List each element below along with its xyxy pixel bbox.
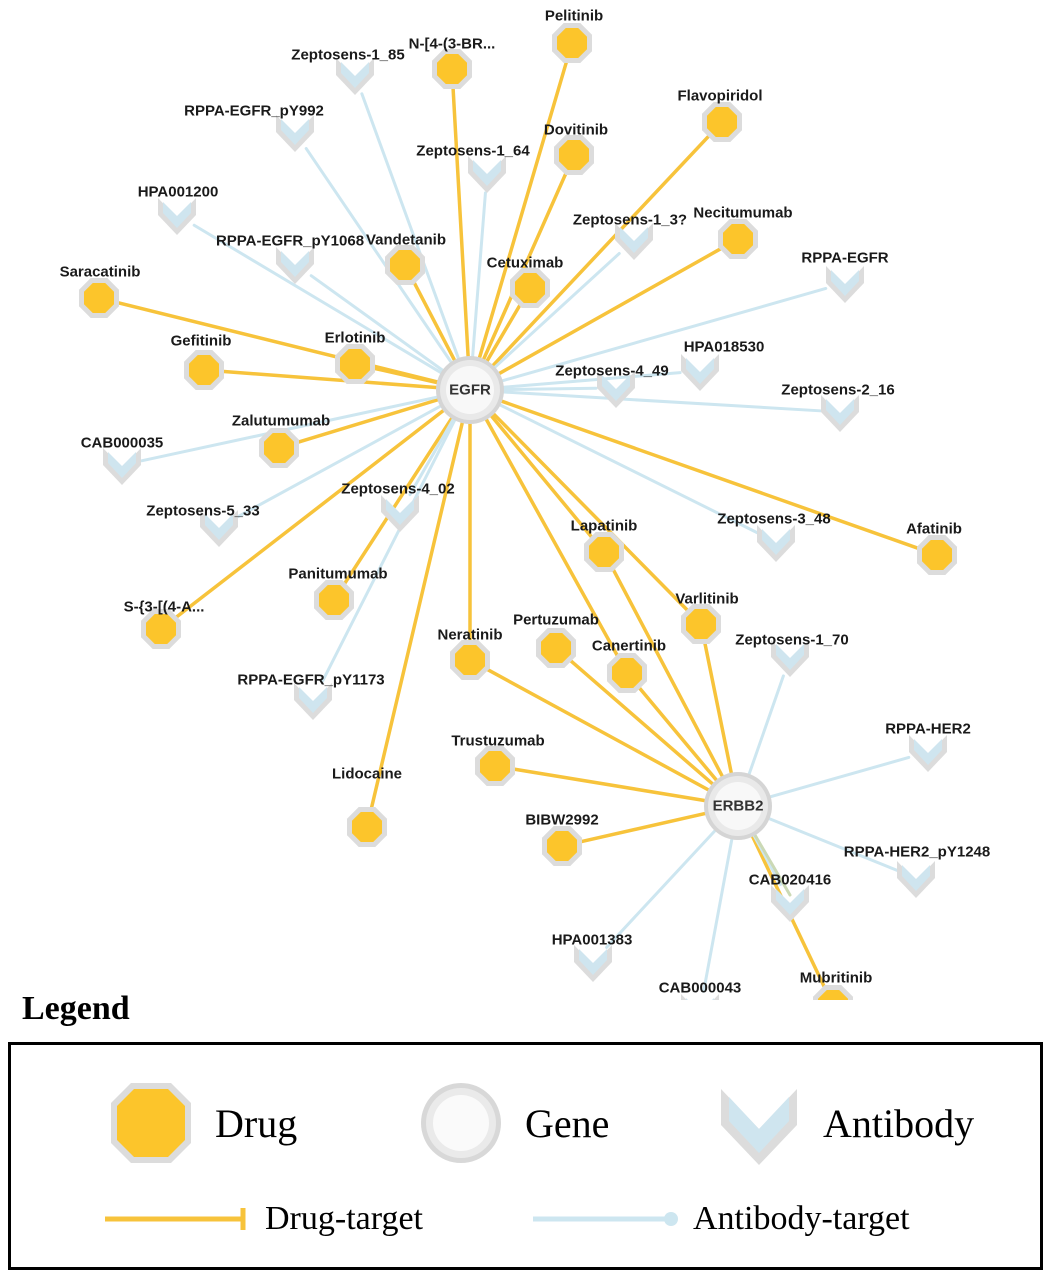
drug-node-label: Cetuximab (486, 254, 564, 272)
drug-node[interactable] (141, 609, 181, 649)
legend-label-drug-target: Drug-target (265, 1200, 423, 1237)
edge (345, 419, 452, 584)
antibody-node-label: CAB000043 (658, 979, 742, 997)
antibody-node[interactable] (771, 640, 809, 677)
legend-label-drug: Drug (215, 1100, 298, 1146)
drug-node-label: Pelitinib (544, 7, 604, 25)
drug-node-label: Necitumumab (693, 204, 793, 222)
antibody-node-label: Zeptosens-2_16 (781, 381, 895, 399)
edge (502, 401, 918, 548)
drug-node[interactable] (718, 219, 758, 259)
drug-node[interactable] (917, 535, 957, 575)
antibody-node[interactable] (158, 198, 196, 235)
drug-node[interactable] (184, 350, 224, 390)
antibody-node[interactable] (200, 510, 238, 547)
drug-node[interactable] (385, 245, 425, 285)
edge (504, 373, 680, 388)
drug-node-label: Neratinib (437, 626, 503, 644)
edge (306, 149, 451, 362)
drug-node[interactable] (542, 826, 582, 866)
drug-node-label: Lidocaine (331, 765, 403, 783)
drug-node[interactable] (552, 23, 592, 63)
drug-node-label: Lapatinib (570, 517, 638, 535)
legend-node-row (11, 1065, 1040, 1175)
antibody-node-label: HPA018530 (683, 338, 765, 356)
drug-node[interactable] (510, 268, 550, 308)
drug-node-label: Pertuzumab (513, 611, 599, 629)
drug-node-label: Flavopiridol (677, 87, 763, 105)
legend-item-antibody (711, 1075, 974, 1171)
drug-node-label: Saracatinib (59, 263, 141, 281)
edge (500, 249, 721, 373)
antibody-node[interactable] (276, 115, 314, 152)
drug-node-label: Mubritinib (799, 969, 873, 987)
edge (640, 688, 716, 780)
drug-node[interactable] (314, 580, 354, 620)
drug-node-label: Canertinib (591, 637, 667, 655)
antibody-node[interactable] (615, 223, 653, 260)
edge (375, 368, 437, 382)
gene-node-label: ERBB2 (712, 797, 764, 815)
drug-node[interactable] (335, 344, 375, 384)
antibody-node-label: RPPA-EGFR_pY992 (184, 102, 324, 120)
drug-node[interactable] (554, 135, 594, 175)
drug-node[interactable] (347, 807, 387, 847)
edge (607, 831, 715, 947)
drug-node[interactable] (813, 985, 853, 1000)
antibody-node[interactable] (681, 994, 719, 1000)
drug-node[interactable] (475, 746, 515, 786)
drug-node[interactable] (536, 628, 576, 668)
antibody-node[interactable] (897, 861, 935, 898)
gene-node[interactable] (436, 356, 504, 424)
drug-node-label: S-{3-[(4-A... (123, 598, 205, 616)
antibody-node-label: Zeptosens-1_64 (416, 142, 530, 160)
antibody-node[interactable] (336, 58, 374, 95)
antibody-node[interactable] (826, 266, 864, 303)
edge (582, 814, 705, 842)
drug-node[interactable] (450, 640, 490, 680)
drug-node-label: Afatinib (906, 520, 962, 538)
drug-node-label: Zalutumumab (231, 412, 331, 430)
gene-icon (413, 1075, 509, 1171)
antibody-node-label: RPPA-EGFR_pY1068 (215, 232, 365, 250)
gene-node-label: EGFR (449, 381, 491, 399)
antibody-node[interactable] (103, 448, 141, 485)
antibody-edge-icon (531, 1204, 681, 1234)
antibody-node[interactable] (681, 354, 719, 391)
antibody-node[interactable] (294, 683, 332, 720)
drug-edge-icon (103, 1204, 253, 1234)
edge (704, 839, 732, 991)
drug-node-label: Varlitinib (675, 590, 739, 608)
antibody-node-label: Zeptosens-1_85 (291, 46, 405, 64)
antibody-node[interactable] (771, 885, 809, 922)
drug-node-label: BIBW2992 (525, 811, 599, 829)
legend-label-gene: Gene (525, 1100, 610, 1146)
antibody-node-label: CAB000035 (80, 434, 164, 452)
antibody-node[interactable] (909, 735, 947, 772)
antibody-node-label: Zeptosens-4_49 (555, 362, 669, 380)
drug-node[interactable] (607, 653, 647, 693)
antibody-node[interactable] (574, 945, 612, 982)
legend-edge-row (11, 1190, 1040, 1260)
edge (770, 819, 898, 871)
drug-node[interactable] (259, 428, 299, 468)
antibody-node-label: CAB020416 (748, 871, 832, 889)
gene-node[interactable] (704, 772, 772, 840)
antibody-node-label: Zeptosens-5_33 (146, 502, 260, 520)
legend-item-drug (103, 1075, 297, 1171)
antibody-node-label: Zeptosens-3_48 (717, 510, 831, 528)
drug-node-label: Erlotinib (324, 329, 386, 347)
nodes-layer (79, 23, 957, 1000)
edge (495, 253, 619, 367)
edge (771, 757, 909, 796)
antibody-node-label: RPPA-HER2 (885, 720, 971, 738)
edge (362, 94, 458, 358)
drug-node[interactable] (432, 49, 472, 89)
edges-layer (118, 62, 918, 991)
edge (494, 414, 687, 610)
antibody-node[interactable] (821, 395, 859, 432)
drug-node[interactable] (702, 102, 742, 142)
antibody-node-label: RPPA-EGFR (801, 249, 889, 267)
legend-title: Legend (22, 990, 130, 1027)
antibody-node-label: Zeptosens-4_02 (341, 480, 455, 498)
legend-label-antibody-target: Antibody-target (693, 1200, 910, 1237)
drug-node-label: Dovitinib (543, 121, 609, 139)
antibody-node-label: HPA001200 (137, 183, 219, 201)
antibody-icon (711, 1075, 807, 1171)
legend-item-gene (413, 1075, 609, 1171)
antibody-node[interactable] (757, 525, 795, 562)
drug-node-label: Trustuzumab (451, 732, 545, 750)
legend-item-drug-target (103, 1200, 423, 1238)
edge (453, 89, 468, 356)
edge (504, 388, 596, 389)
antibody-node-label: Zeptosens-1_70 (735, 631, 849, 649)
drug-icon (103, 1075, 199, 1171)
drug-node[interactable] (681, 604, 721, 644)
antibody-node-label: Zeptosens-1_3? (572, 211, 688, 229)
drug-node[interactable] (79, 278, 119, 318)
drug-node[interactable] (584, 532, 624, 572)
edge (749, 676, 783, 774)
drug-node-label: Vandetanib (365, 231, 447, 249)
drug-node-label: Panitumumab (288, 565, 388, 583)
drug-node-label: Gefitinib (170, 332, 232, 350)
edge (504, 392, 820, 411)
legend-item-antibody-target (531, 1200, 910, 1238)
legend-label-antibody: Antibody (823, 1100, 975, 1146)
antibody-node-label: RPPA-EGFR_pY1173 (237, 671, 385, 689)
antibody-node-label: HPA001383 (551, 931, 633, 949)
antibody-node[interactable] (468, 156, 506, 193)
antibody-node-label: RPPA-HER2_pY1248 (843, 843, 991, 861)
edge (473, 193, 486, 356)
drug-node-label: N-[4-(3-BR... (408, 35, 496, 53)
legend-box (8, 1042, 1043, 1270)
